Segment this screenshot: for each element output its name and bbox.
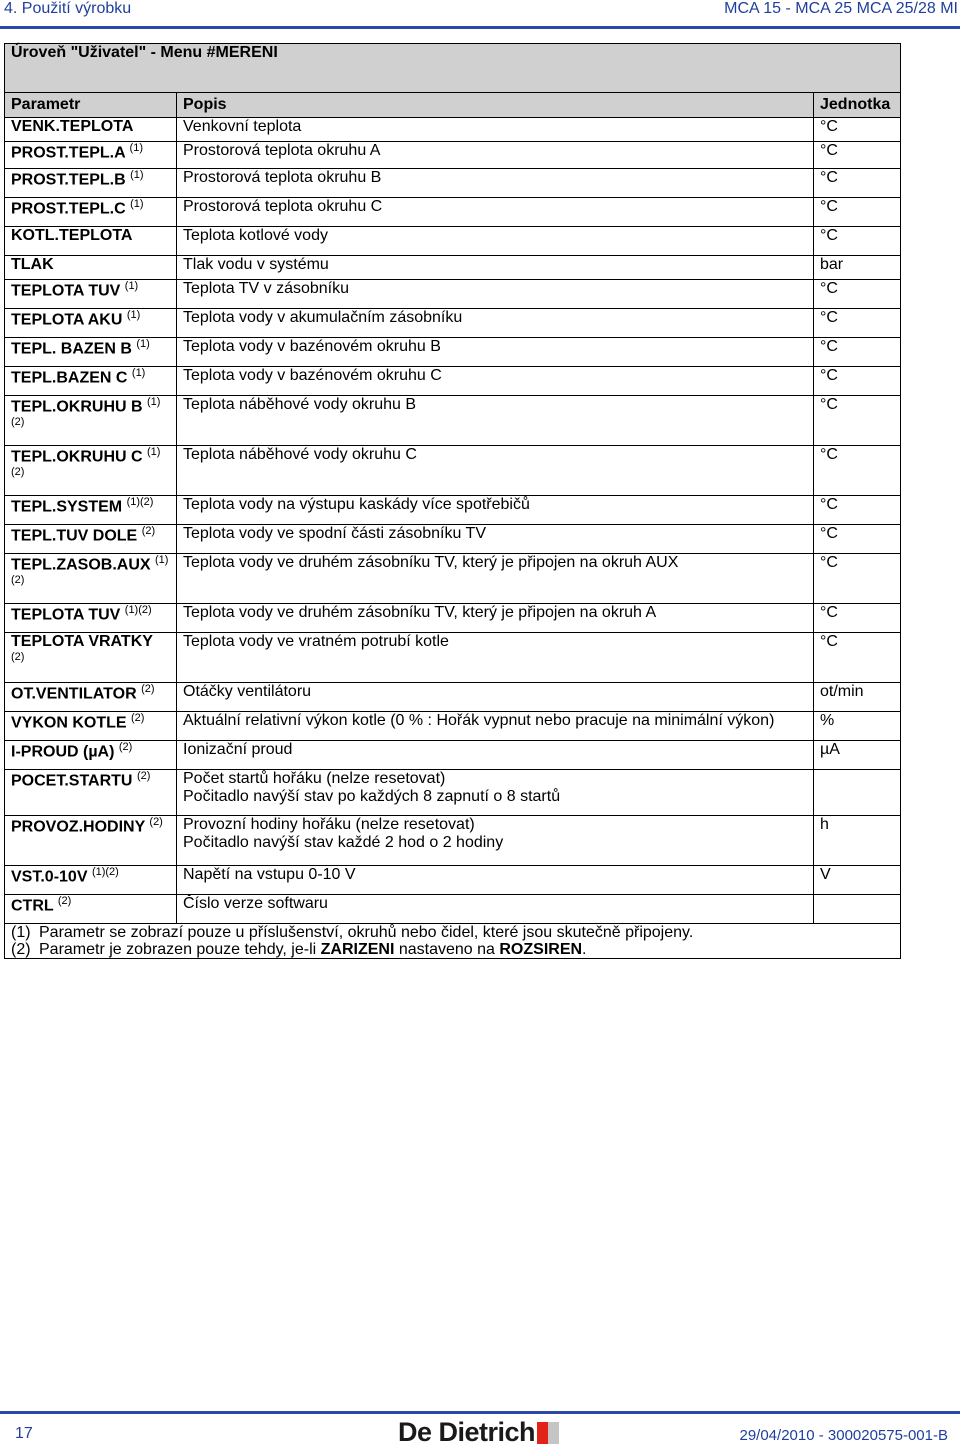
parameter-name: TEPLOTA VRATKY (11, 633, 153, 650)
description-text: Teplota vody v akumulačním zásobníku (183, 309, 463, 326)
parameter-cell (5, 367, 177, 396)
table-row (5, 633, 901, 683)
description-cell (177, 525, 814, 554)
description-text-line2: Počitadlo navýší stav po každých 8 zapnutí o 8 startů (183, 788, 561, 805)
footnote-number: (2) (11, 941, 31, 958)
footnote-ref: (2) (131, 712, 145, 724)
footnote-ref: (1)(2) (11, 554, 169, 587)
footnote-ref: (2) (118, 741, 133, 753)
description-cell (177, 396, 814, 446)
parameter-name: TEPL.ZASOB.AUX (11, 556, 151, 574)
table-row (5, 525, 901, 554)
parameter-cell (5, 554, 177, 604)
parameter-cell (5, 338, 177, 367)
footnote-ref: (1) (131, 367, 146, 379)
parameter-name: TEPL.TUV DOLE (11, 527, 138, 545)
footnote-ref: (2) (149, 816, 163, 828)
description-text: Tlak vodu v systému (183, 256, 329, 273)
table-row (5, 446, 901, 496)
description-cell (177, 554, 814, 604)
description-cell (177, 816, 814, 866)
footnote-ref: (1) (136, 338, 150, 350)
description-cell (177, 604, 814, 633)
description-cell (177, 309, 814, 338)
parameter-name: POCET.STARTU (11, 772, 133, 790)
unit-cell: °C (814, 604, 901, 633)
unit-cell: % (814, 712, 901, 741)
footnote-ref: (1)(2) (11, 396, 161, 429)
unit-cell (814, 770, 901, 816)
footnote-text: nastaveno na (394, 941, 500, 958)
description-text: Napětí na vstupu 0-10 V (183, 866, 356, 883)
description-cell (177, 227, 814, 256)
parameter-name: PROST.TEPL.C (11, 200, 126, 218)
table-row (5, 866, 901, 895)
description-text: Teplota vody v bazénovém okruhu C (183, 367, 442, 384)
table-row (5, 256, 901, 280)
parameter-cell (5, 895, 177, 924)
footnotes-row (5, 924, 901, 959)
description-cell (177, 169, 814, 198)
footnote-number: (1) (11, 924, 31, 941)
parameter-cell (5, 633, 177, 683)
unit-cell: °C (814, 142, 901, 169)
description-text: Teplota vody ve spodní části zásobníku TV (183, 525, 486, 542)
footnote-text: . (582, 941, 587, 958)
description-text: Teplota kotlové vody (183, 227, 328, 244)
brand-logo (398, 1417, 559, 1448)
table-row (5, 496, 901, 525)
description-text: Číslo verze softwaru (183, 895, 328, 912)
description-text: Prostorová teplota okruhu C (183, 198, 383, 215)
table-row (5, 683, 901, 712)
description-text: Teplota vody ve druhém zásobníku TV, který je připojen na okruh A (183, 604, 657, 621)
footnote-ref: (2) (136, 770, 151, 782)
unit-cell (814, 895, 901, 924)
table-title: Úroveň "Uživatel" - Menu #MERENI (5, 44, 901, 93)
table-row (5, 712, 901, 741)
table-row (5, 396, 901, 446)
table-row (5, 816, 901, 866)
description-cell (177, 866, 814, 895)
column-header-parametr: Parametr (5, 93, 177, 118)
table-row (5, 741, 901, 770)
table-row (5, 367, 901, 396)
parameter-name: TEPL.BAZEN C (11, 369, 128, 387)
unit-cell: °C (814, 496, 901, 525)
description-text: Ionizační proud (183, 741, 293, 758)
footnote-ref: (1) (126, 309, 141, 321)
parameter-name: CTRL (11, 897, 54, 915)
parameter-cell (5, 496, 177, 525)
parameter-name: TEPL.SYSTEM (11, 498, 123, 516)
unit-cell: °C (814, 396, 901, 446)
table-row (5, 118, 901, 142)
model-title: MCA 15 - MCA 25 MCA 25/28 MI (724, 0, 958, 17)
parameter-name: PROVOZ.HODINY (11, 818, 145, 836)
parameter-name: OT.VENTILATOR (11, 685, 137, 703)
unit-cell: °C (814, 198, 901, 227)
description-cell (177, 496, 814, 525)
unit-cell: bar (814, 256, 901, 280)
footnote-ref: (1) (130, 169, 144, 181)
parameter-cell (5, 683, 177, 712)
parameter-cell (5, 816, 177, 866)
description-text: Prostorová teplota okruhu A (183, 142, 381, 159)
parameter-cell (5, 169, 177, 198)
parameter-name: VST.0-10V (11, 868, 88, 886)
description-text: Teplota náběhové vody okruhu C (183, 446, 417, 463)
footnote-ref: (1)(2) (91, 866, 119, 878)
footnote-ref: (2) (141, 683, 155, 695)
parameter-cell (5, 446, 177, 496)
parameter-name: TEPLOTA TUV (11, 282, 121, 300)
unit-cell: °C (814, 169, 901, 198)
description-text: Teplota vody ve vratném potrubí kotle (183, 633, 449, 650)
page-header (0, 0, 960, 22)
parameter-cell (5, 309, 177, 338)
table-row (5, 895, 901, 924)
parameter-name: PROST.TEPL.A (11, 144, 126, 162)
description-text: Počet startů hořáku (nelze resetovat) (183, 770, 446, 787)
unit-cell: °C (814, 367, 901, 396)
description-text: Prostorová teplota okruhu B (183, 169, 382, 186)
brand-mark-icon (537, 1422, 559, 1444)
column-header-popis: Popis (177, 93, 814, 118)
section-title: 4. Použití výrobku (4, 0, 132, 17)
footer-rule (0, 1411, 960, 1414)
description-cell (177, 198, 814, 227)
unit-cell: °C (814, 309, 901, 338)
page-number: 17 (15, 1425, 33, 1442)
footnote-ref: (1)(2) (124, 604, 152, 616)
unit-cell: V (814, 866, 901, 895)
parameter-name: TEPLOTA AKU (11, 311, 123, 329)
footnote-ref: (2) (141, 525, 156, 537)
parameter-cell (5, 118, 177, 142)
parameter-name: VYKON KOTLE (11, 714, 127, 732)
table-row (5, 554, 901, 604)
parameter-name: TEPL. BAZEN B (11, 340, 132, 358)
column-header-jednotka: Jednotka (814, 93, 901, 118)
parameter-name: I-PROUD (µA) (11, 743, 115, 761)
table-row (5, 770, 901, 816)
unit-cell: °C (814, 338, 901, 367)
description-cell (177, 142, 814, 169)
document-reference: 29/04/2010 - 300020575-001-B (739, 1427, 948, 1444)
parameter-cell (5, 198, 177, 227)
footnote-ref: (1)(2) (11, 446, 161, 479)
unit-cell: °C (814, 227, 901, 256)
parameter-cell (5, 866, 177, 895)
parameter-name: TEPL.OKRUHU B (11, 398, 143, 416)
parameter-cell (5, 741, 177, 770)
parameter-cell (5, 280, 177, 309)
footnote-ref: (1)(2) (126, 496, 154, 508)
description-cell (177, 741, 814, 770)
description-text: Teplota vody v bazénovém okruhu B (183, 338, 441, 355)
parameter-cell (5, 712, 177, 741)
footnote-ref: (2) (57, 895, 72, 907)
description-text-line2: Počitadlo navýší stav každé 2 hod o 2 hodiny (183, 834, 504, 851)
description-cell (177, 446, 814, 496)
unit-cell: °C (814, 446, 901, 496)
description-text: Aktuální relativní výkon kotle (0 % : Hořák vypnut nebo pracuje na minimální výkon) (183, 712, 775, 729)
parameter-table (4, 43, 901, 959)
footnote-keyword: ROZSIREN (499, 941, 583, 958)
header-rule (0, 26, 960, 29)
description-text: Teplota TV v zásobníku (183, 280, 350, 297)
description-text: Teplota vody ve druhém zásobníku TV, který je připojen na okruh AUX (183, 554, 679, 571)
description-text: Venkovní teplota (183, 118, 302, 135)
description-cell (177, 338, 814, 367)
unit-cell: µA (814, 741, 901, 770)
table-row (5, 604, 901, 633)
table-row (5, 227, 901, 256)
unit-cell: °C (814, 118, 901, 142)
description-cell (177, 633, 814, 683)
parameter-cell (5, 142, 177, 169)
parameter-name: VENK.TEPLOTA (11, 118, 134, 135)
unit-cell: °C (814, 554, 901, 604)
footnote-keyword: ZARIZENI (320, 941, 395, 958)
table-row (5, 338, 901, 367)
description-text: Teplota vody na výstupu kaskády více spotřebičů (183, 496, 530, 513)
parameter-cell (5, 770, 177, 816)
table-row (5, 142, 901, 169)
unit-cell: ot/min (814, 683, 901, 712)
footnote-text: Parametr se zobrazí pouze u příslušenství, okruhů nebo čidel, které jsou skutečně připojeny. (39, 924, 694, 941)
column-header-row (5, 93, 901, 118)
parameter-cell (5, 525, 177, 554)
parameter-name: TLAK (11, 256, 54, 273)
description-text: Otáčky ventilátoru (183, 683, 312, 700)
description-cell (177, 367, 814, 396)
parameter-cell (5, 396, 177, 446)
brand-name: De Dietrich (398, 1417, 536, 1447)
table-row (5, 280, 901, 309)
description-cell (177, 712, 814, 741)
description-cell (177, 118, 814, 142)
description-cell (177, 895, 814, 924)
footnote-ref: (1) (124, 280, 139, 292)
description-cell (177, 280, 814, 309)
footnote-2 (11, 941, 894, 958)
table-row (5, 169, 901, 198)
unit-cell: °C (814, 525, 901, 554)
footnote-text: Parametr je zobrazen pouze tehdy, je-li (39, 941, 321, 958)
footnotes (5, 924, 901, 959)
unit-cell: h (814, 816, 901, 866)
description-cell (177, 683, 814, 712)
footnote-1 (11, 924, 894, 941)
parameter-name: TEPLOTA TUV (11, 606, 121, 624)
description-text: Teplota náběhové vody okruhu B (183, 396, 417, 413)
parameter-name: TEPL.OKRUHU C (11, 448, 143, 466)
parameter-cell (5, 256, 177, 280)
parameter-cell (5, 227, 177, 256)
description-text: Provozní hodiny hořáku (nelze resetovat) (183, 816, 475, 833)
unit-cell: °C (814, 280, 901, 309)
parameter-name: PROST.TEPL.B (11, 171, 126, 189)
footnote-ref: (1) (130, 198, 144, 210)
description-cell (177, 770, 814, 816)
footnote-ref: (2) (11, 651, 25, 663)
footnote-ref: (1) (129, 142, 143, 154)
parameter-name: KOTL.TEPLOTA (11, 227, 133, 244)
parameter-cell (5, 604, 177, 633)
description-cell (177, 256, 814, 280)
table-row (5, 198, 901, 227)
unit-cell: °C (814, 633, 901, 683)
table-row (5, 309, 901, 338)
